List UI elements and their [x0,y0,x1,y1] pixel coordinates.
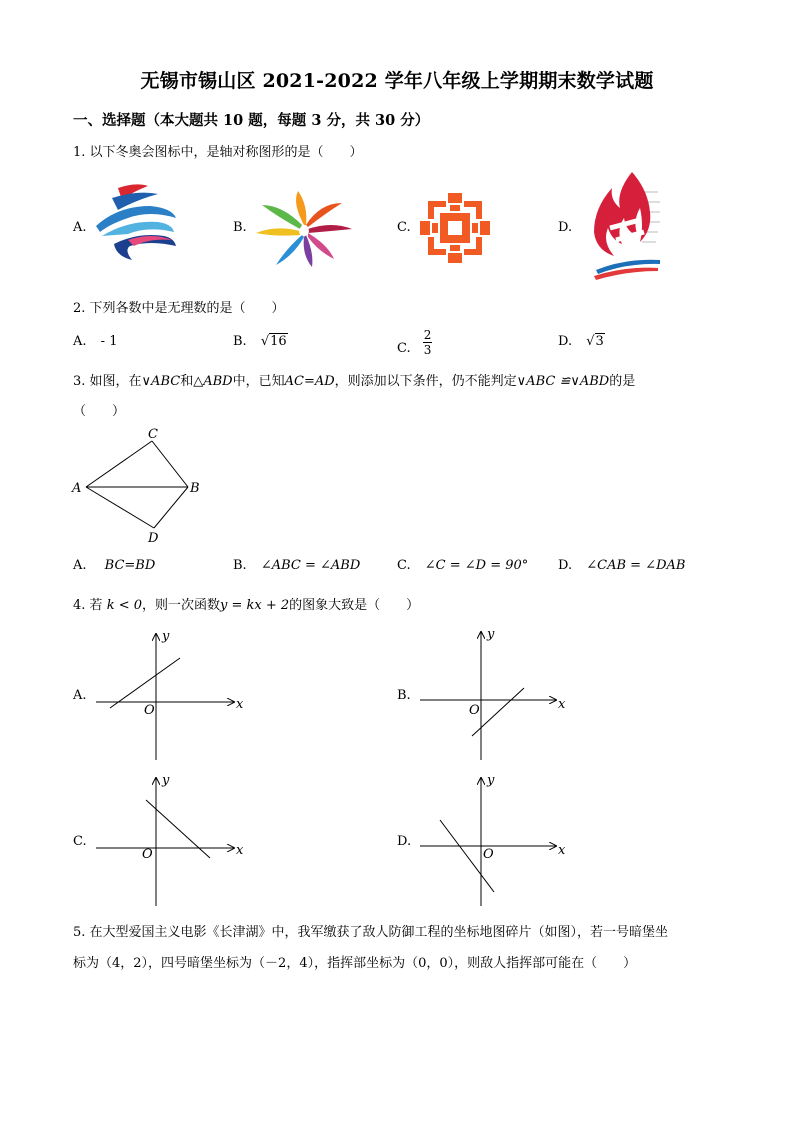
q3-point-c: C [148,427,158,442]
q2-option-d [558,334,605,349]
q2-option-c-numerator: 2 [423,328,432,342]
q4-option-a-label: A. [73,688,87,703]
q3-point-a: A [72,481,82,496]
q3-point-b: B [190,481,200,496]
q3-option-c [397,558,528,573]
q4-text-1: 4. 若 [73,598,103,613]
q2-option-c-denominator: 3 [423,343,432,357]
question-5-line-2: 标为（4，2），四号暗堡坐标为（－2，4），指挥部坐标为（0，0），则敌人指挥部可能在（ ） [73,956,637,971]
q3-option-d [558,558,685,573]
q3-option-c-text: ∠C = ∠D = 90° [424,558,529,573]
q4-a-x-label: x [236,697,244,712]
q1-option-a-label: A. [73,220,87,235]
q3-option-b-label: B. [233,558,247,573]
q1-logo-b-icon [252,185,356,269]
q4-a-origin: O [144,703,155,718]
q4-graph-b [416,626,576,762]
q4-option-b-label: B. [397,688,411,703]
q1-option-d-label: D. [558,220,573,235]
q3-text-3: 中，已知 [232,374,285,389]
q3-segment-db [154,487,188,528]
q3-segment-cb [152,441,188,487]
q2-option-c-label: C. [397,341,411,356]
q1-logo-c-icon [420,193,490,263]
q3-option-b [233,558,360,573]
q3-figure [68,426,208,548]
q4-graph-c [92,772,252,908]
q4-c-y-label: y [162,773,170,788]
q4-d-x-label: x [558,843,566,858]
q4-b-origin: O [469,703,480,718]
q1-logo-a-icon [88,180,180,268]
q3-triangle-abc: ∨ABC [141,374,181,389]
q3-option-d-text: ∠CAB = ∠DAB [586,558,686,573]
q4-d-origin: O [483,847,494,862]
q3-option-b-text: ∠ABC = ∠ABD [260,558,361,573]
q4-graph-d [416,772,576,908]
q3-option-d-label: D. [558,558,573,573]
q3-segment-ac [86,441,152,487]
q3-congruence: ∨ABC ≌∨ABD [516,374,610,389]
question-1-stem: 1. 以下冬奥会图标中，是轴对称图形的是（ ） [73,145,363,160]
q2-option-a-label: A. [73,334,87,349]
q2-option-d-label: D. [558,334,573,349]
q3-option-c-label: C. [397,558,411,573]
q4-option-d-label: D. [397,834,412,849]
q3-text-4: ，则添加以下条件，仍不能判定 [334,374,517,389]
q4-text-2: ，则一次函数 [142,598,221,613]
q4-graph-a [92,626,252,762]
question-2-stem: 2. 下列各数中是无理数的是（ ） [73,301,285,316]
q2-option-c-fraction [423,328,433,357]
section-header: 一、选择题（本大题共 10 题，每题 3 分，共 30 分） [73,112,430,129]
q4-c-x-label: x [236,843,244,858]
q3-option-a [73,558,155,573]
q3-option-a-label: A. [73,558,87,573]
q3-text-1: 3. 如图，在 [73,374,142,389]
exam-title: 无锡市锡山区 2021-2022 学年八年级上学期期末数学试题 [140,70,654,92]
q2-option-a [73,334,117,349]
q4-condition: k < 0 [106,598,142,613]
q4-text-3: 的图象大致是（ ） [289,598,420,613]
q3-segment-ad [86,487,154,528]
q3-text-2: 和 [180,374,194,389]
q2-option-d-radicand: 3 [595,334,604,349]
q2-option-d-sqrt: √3 [586,334,604,349]
q4-function: y = kx + 2 [220,598,290,613]
q4-b-y-label: y [487,627,495,642]
q2-option-b-sqrt: √16 [260,334,287,349]
q2-option-b-label: B. [233,334,247,349]
q4-c-origin: O [142,847,153,862]
q1-logo-d-icon [586,170,666,282]
q4-b-x-label: x [558,697,566,712]
q4-a-y-label: y [162,629,170,644]
question-3-stem [73,370,733,389]
q3-triangle-abd: △ABD [193,374,233,389]
q1-option-b-label: B. [233,220,247,235]
q3-text-5: 的是 [609,374,636,389]
q4-option-c-label: C. [73,834,87,849]
q2-option-b-radicand: 16 [270,334,287,349]
q3-point-d: D [148,531,159,546]
q4-d-y-label: y [487,773,495,788]
q2-option-b [233,334,288,349]
q2-option-c [397,328,432,363]
question-4-stem [73,594,419,613]
q3-option-a-text: BC=BD [104,558,156,573]
q2-option-a-value: - 1 [100,334,118,349]
q1-option-c-label: C. [397,220,411,235]
q3-given: AC=AD [284,374,335,389]
question-5-line-1: 5. 在大型爱国主义电影《长津湖》中，我军缴获了敌人防御工程的坐标地图碎片（如图），若一号暗堡坐 [73,925,669,940]
q3-paren: （ ） [73,404,126,419]
